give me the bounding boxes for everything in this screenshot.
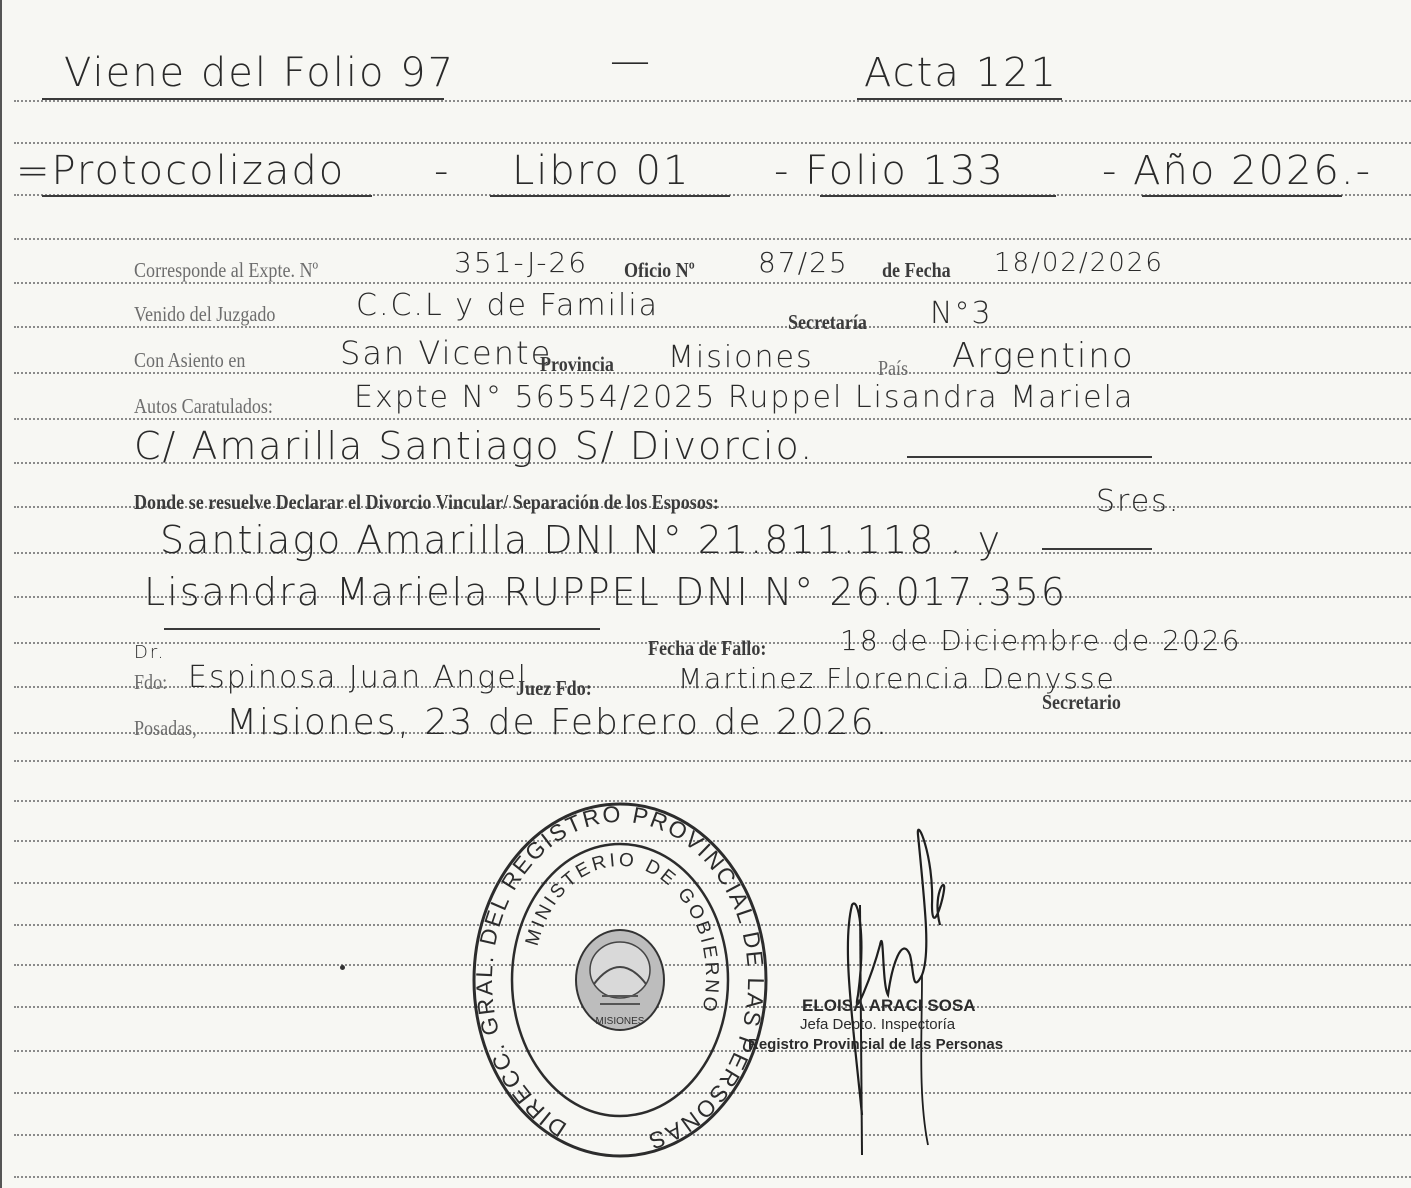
- protocol-sep: -: [434, 148, 451, 194]
- juez-value: Martinez Florencia Denysse: [678, 662, 1116, 695]
- viene-underline: [42, 98, 444, 100]
- anio-underline: [1142, 195, 1342, 197]
- secretario-label: Secretario: [1042, 690, 1121, 714]
- provincia-value: Misiones: [668, 340, 814, 375]
- esposa: Lisandra Mariela RUPPEL DNI N° 26.017.356: [144, 570, 1067, 614]
- ruled-line: [14, 100, 1411, 102]
- secretaria-value: N°3: [930, 296, 993, 331]
- fdo-value: Espinosa Juan Angel: [188, 660, 529, 695]
- autos-label: Autos Caratulados:: [134, 394, 273, 418]
- seal-emblem-text: MISIONES: [595, 1016, 645, 1027]
- signatory-title: Jefa Depto. Inspectoría: [800, 1016, 956, 1033]
- folio-underline: [820, 195, 1056, 197]
- oficio-value: 87/25: [758, 246, 849, 279]
- header-dash: —: [610, 38, 652, 84]
- fallo-value: 18 de Diciembre de 2026: [840, 624, 1242, 657]
- libro-number: Libro 01: [512, 148, 691, 194]
- autos-value-2: C/ Amarilla Santiago S/ Divorcio.: [134, 424, 815, 468]
- dr-label: Dr.: [134, 642, 166, 663]
- fecha-value: 18/02/2026: [994, 248, 1164, 278]
- official-seal: [470, 800, 770, 1160]
- autos-fill-line: [907, 456, 1152, 458]
- resuelve-text: Donde se resuelve Declarar el Divorcio Vincular/ Separación de los Esposos:: [134, 490, 719, 514]
- esposo: Santiago Amarilla DNI N° 21.811.118 . y: [160, 518, 1003, 562]
- ruled-line: [14, 142, 1411, 144]
- juzgado-value: C.C.L y de Familia: [356, 288, 660, 323]
- ruled-line: [14, 1176, 1411, 1178]
- juzgado-label: Venido del Juzgado: [134, 302, 276, 326]
- signatory-office: Registro Provincial de las Personas: [748, 1036, 1004, 1053]
- ruled-line: [14, 238, 1411, 240]
- acta-number: Acta 121: [864, 50, 1058, 96]
- fecha-label: de Fecha: [882, 258, 951, 282]
- pais-label: País: [878, 356, 909, 380]
- pais-value: Argentino: [952, 336, 1135, 376]
- ink-dot: [340, 965, 345, 970]
- libro-underline: [490, 195, 730, 197]
- esposo-fill-line: [1042, 548, 1152, 550]
- protocolizado: =Protocolizado: [16, 148, 346, 194]
- asiento-label: Con Asiento en: [134, 348, 246, 372]
- judge-underline: [164, 628, 600, 630]
- resuelve-value: Sres.: [1096, 484, 1181, 519]
- ruled-line: [14, 760, 1411, 762]
- seal-outer-text: DIRECC. GRAL. DEL REGISTRO PROVINCIAL DE LAS PERSONAS: [470, 800, 770, 1156]
- autos-value-1: Expte N° 56554/2025 Ruppel Lisandra Mariela: [354, 380, 1135, 415]
- juez-label: Juez Fdo:: [516, 676, 592, 700]
- secretaria-label: Secretaría: [788, 310, 867, 334]
- corresponde-value: 351-J-26: [454, 246, 589, 279]
- signatory-name: ELOISA ARACI SOSA: [802, 996, 976, 1015]
- protocolizado-underline: [42, 195, 372, 197]
- lugar-value: Misiones, 23 de Febrero de 2026.: [226, 702, 890, 743]
- asiento-value: San Vicente: [340, 334, 553, 372]
- folio-number: - Folio 133: [774, 148, 1005, 194]
- signature-image: [822, 795, 982, 1155]
- lugar-label: Posadas,: [134, 716, 197, 740]
- corresponde-label: Corresponde al Expte. Nº: [134, 258, 319, 282]
- oficio-label: Oficio Nº: [624, 258, 695, 282]
- fallo-label: Fecha de Fallo:: [648, 636, 767, 660]
- provincia-label: Provincia: [540, 352, 614, 376]
- coat-of-arms-icon: [576, 930, 664, 1030]
- viene-del-folio: Viene del Folio 97: [64, 50, 456, 96]
- acta-underline: [857, 98, 1062, 100]
- anio: - Año 2026.-: [1102, 148, 1372, 194]
- seal-inner-text: MINISTERIO DE GOBIERNO: [521, 849, 723, 1017]
- fdo-label: Fdo:: [134, 670, 168, 694]
